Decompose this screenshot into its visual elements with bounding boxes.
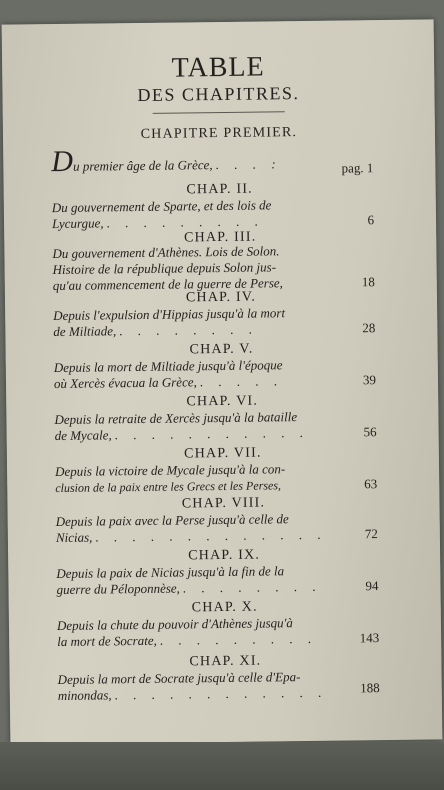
entry-line: Depuis l'expulsion d'Hippias jusqu'à la mort	[53, 305, 286, 324]
page-number: 18	[361, 274, 375, 290]
entry-line: de Mycale,	[54, 427, 112, 444]
leader-dots: . . . . . . . . .	[159, 630, 318, 648]
chapter-heading: CHAP. II.	[186, 181, 253, 198]
leader-dots: . . . . .	[199, 373, 284, 390]
entry-line: premier âge de la Grèce,	[82, 157, 213, 174]
leader-dots: . . . :	[215, 156, 282, 173]
entry-line: de Miltiade,	[53, 323, 117, 340]
page-number: 39	[362, 372, 377, 388]
page-number: 6	[367, 212, 375, 228]
toc-entry-7	[55, 460, 377, 496]
chapter-heading: CHAP. III.	[184, 229, 257, 246]
first-chapter-label: CHAPITRE PREMIER.	[140, 125, 298, 142]
leader-dots: . . . . . . . . . . . .	[114, 684, 328, 703]
chapter-heading: CHAP. IX.	[188, 547, 261, 564]
page-number: pag. 1	[341, 160, 374, 176]
entry-line: clusion de la paix entre les Grecs et les Perses,	[55, 478, 282, 496]
entry-line: Depuis la paix de Nicias jusqu'à la fin de la	[56, 563, 285, 582]
leader-dots: . . . . . . . .	[183, 578, 322, 596]
entry-line: la mort de Socrate,	[57, 632, 157, 650]
title-rule	[153, 111, 285, 114]
entry-line: Depuis la mort de Miltiade jusqu'à l'époque	[53, 357, 283, 376]
entry-line: qu'au commencement de la guerre de Perse,	[52, 275, 283, 294]
entry-line: Depuis la mort de Socrate jusqu'à celle d'Epa-	[57, 669, 301, 688]
chapter-heading: CHAP. IV.	[185, 289, 257, 306]
chapter-heading: CHAP. VII.	[184, 445, 262, 462]
entry-line: Du gouvernement de Sparte, et des lois de	[51, 197, 272, 216]
entry-line: Lycurgue,	[51, 215, 104, 232]
entry-line: Depuis la paix avec la Perse jusqu'à celle de	[55, 511, 289, 530]
entry-line: Du gouvernement d'Athènes. Lois de Solon.	[52, 243, 280, 262]
page-number: 28	[362, 320, 376, 336]
entry-line: Depuis la chute du pouvoir d'Athènes jusqu'à	[56, 615, 293, 634]
dropcap-rest: u	[72, 158, 80, 174]
chapter-heading: CHAP. X.	[191, 599, 258, 616]
chapter-heading: CHAP. V.	[189, 341, 254, 358]
leader-dots: . . . . . . . . . . . . .	[95, 526, 327, 545]
toc-entry-11	[58, 668, 380, 704]
page-number: 188	[360, 680, 380, 696]
toc-entry-9	[56, 562, 378, 598]
toc-entry-6	[54, 408, 376, 444]
entry-line: guerre du Péloponnèse,	[56, 580, 180, 598]
leader-dots: . . . . . . . . . . .	[114, 424, 310, 443]
chapter-heading: CHAP. VI.	[186, 393, 259, 410]
page-title: TABLE	[171, 51, 265, 84]
chapter-heading: CHAP. VIII.	[181, 495, 266, 512]
dropcap: D	[51, 144, 74, 179]
book-page	[2, 19, 443, 744]
leader-dots: . . . . . . . . .	[106, 213, 265, 231]
toc-entry-2	[52, 196, 374, 232]
page-number: 94	[365, 578, 379, 594]
page-number: 63	[364, 476, 378, 492]
entry-line: où Xercès évacua la Grèce,	[53, 374, 197, 392]
page-number: 143	[359, 630, 380, 646]
entry-line: Depuis la victoire de Mycale jusqu'à la con-	[54, 461, 286, 480]
toc-entry-4	[53, 304, 375, 340]
page-number: 72	[364, 526, 378, 542]
toc-entry-10	[57, 614, 379, 650]
page-number: 56	[363, 424, 377, 440]
entry-line: Depuis la retraite de Xercès jusqu'à la bataille	[54, 409, 298, 428]
background-shadow	[0, 742, 444, 790]
toc-entry-8	[56, 510, 378, 546]
toc-entry-5	[54, 356, 376, 392]
leader-dots: . . . . . . . .	[119, 321, 259, 339]
entry-line: Nicias,	[55, 529, 93, 546]
entry-line: minondas,	[57, 687, 112, 704]
toc-entry-3	[52, 242, 375, 294]
page-subtitle: DES CHAPITRES.	[137, 83, 300, 106]
entry-line: Histoire de la république depuis Solon jus-	[52, 259, 277, 278]
toc-entry-1	[51, 144, 373, 179]
chapter-heading: CHAP. XI.	[189, 653, 262, 670]
